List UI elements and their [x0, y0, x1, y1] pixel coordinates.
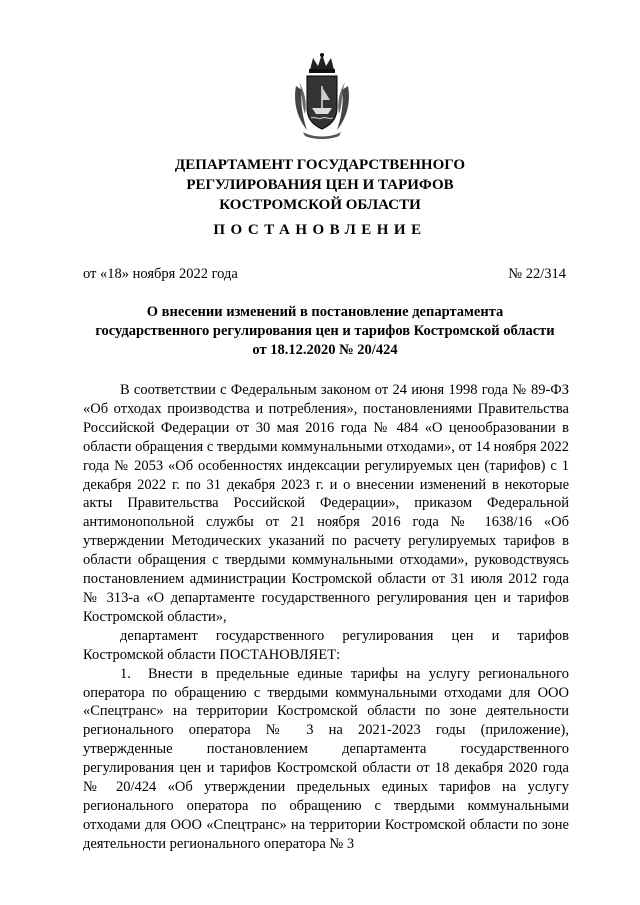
title-line: О внесении изменений в постановление департамента	[146, 304, 504, 320]
department-line: ДЕПАРТАМЕНТ ГОСУДАРСТВЕННОГО	[174, 157, 466, 173]
title-line: государственного регулирования цен и тарифов Костромской области	[95, 323, 555, 339]
document-date: от «18» ноября 2022 года	[83, 266, 238, 282]
title-line: от 18.12.2020 № 20/424	[252, 342, 398, 358]
department-name	[90, 155, 550, 215]
preamble-paragraph: В соответствии с Федеральным законом от 24 июня 1998 года № 89-ФЗ «Об отходах производства и потребления», постановлениями Правительства Российской Федерации от 30 мая 2016 года № 484 «О ценообразовании в области обращения с твердыми коммунальными отходами», от 14 ноября 2022 года № 2053 «Об особенностях индексации регулируемых цен (тарифов) с 1 декабря 2022 г. по 31 декабря 2023 г. и о внесении изменений в некоторые акты Правительства Российской Федерации», приказом Федеральной антимонопольной службы от 21 ноября 2016 года № 1638/16 «Об утверждении Методических указаний по расчету регулируемых тарифов в области обращения с твердыми коммунальными отходами», руководствуясь постановлением администрации Костромской области от 31 июля 2012 года № 313-а «О департаменте государственного регулирования цен и тарифов Костромской области»,	[83, 382, 569, 625]
department-line: КОСТРОМСКОЙ ОБЛАСТИ	[219, 197, 421, 213]
coat-of-arms-emblem	[293, 52, 351, 140]
document-body	[83, 381, 569, 854]
date-number-line	[83, 266, 566, 283]
item-text: Внести в предельные единые тарифы на услугу регионального оператора по обращению с твердыми коммунальными отходами для ООО «Спецтранс» на территории Костромской области по зоне деятельности регионального оператора № 3 на 2021-2023 годы (приложение), утвержденные постановлением департамента государственного регулирования цен и тарифов Костромской области от 18 декабря 2020 года № 20/424 «Об утверждении предельных единых тарифов на услугу регионального оператора по обращению с твердыми коммунальными отходами для ООО «Спецтранс» на территории Костромской области по зоне деятельности регионального оператора № 3	[83, 665, 569, 852]
document-title	[70, 303, 580, 360]
item-number: 1.	[120, 665, 131, 682]
department-line: РЕГУЛИРОВАНИЯ ЦЕН И ТАРИФОВ	[186, 177, 454, 193]
document-number: № 22/314	[508, 266, 566, 282]
resolution-paragraph: департамент государственного регулирования цен и тарифов Костромской области ПОСТАНОВЛЯЕТ:	[83, 627, 569, 663]
item-1-paragraph	[83, 665, 569, 854]
document-type-heading: ПОСТАНОВЛЕНИЕ	[213, 222, 427, 238]
